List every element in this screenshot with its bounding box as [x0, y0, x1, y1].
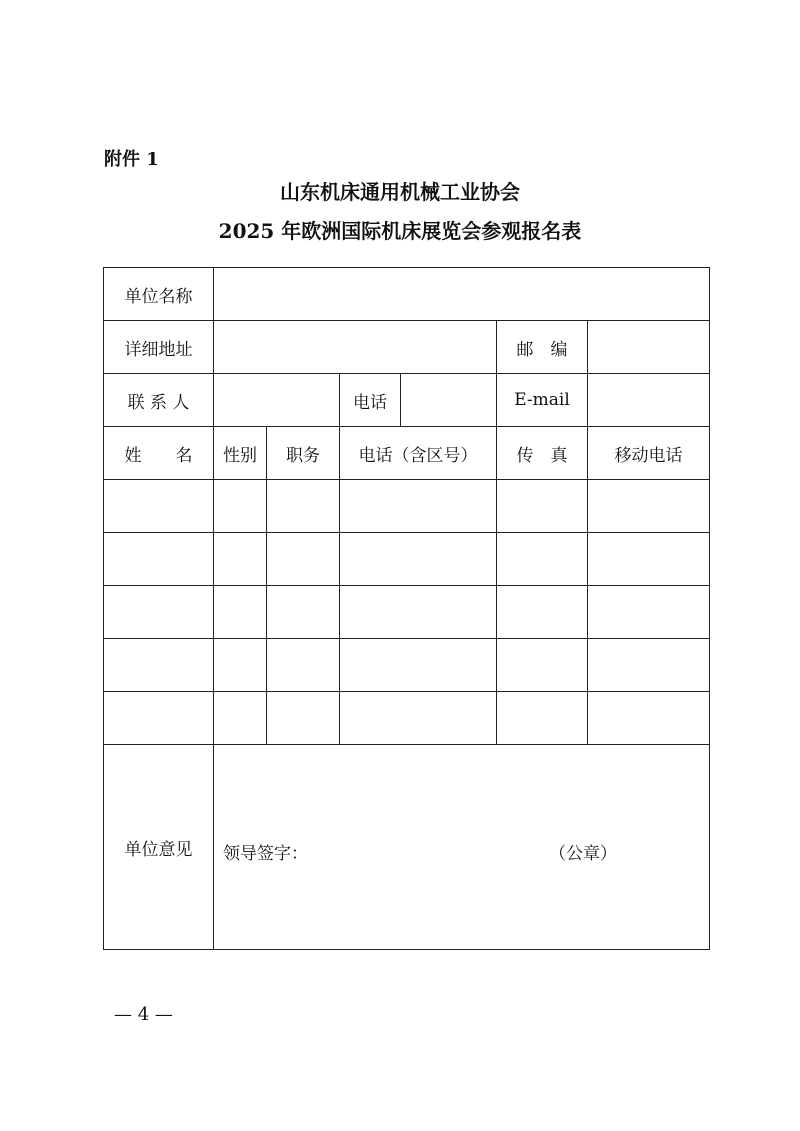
phone-label: 电话	[340, 374, 401, 427]
unit-opinion-label: 单位意见	[104, 745, 214, 950]
registration-form-table	[103, 267, 710, 950]
table-row	[104, 639, 710, 692]
postcode-field[interactable]	[588, 321, 710, 374]
mobile-cell[interactable]	[588, 480, 710, 533]
attachment-label: 附件 1	[104, 149, 159, 170]
row-unit-opinion	[104, 745, 710, 950]
address-label: 详细地址	[104, 321, 214, 374]
row-address	[104, 321, 710, 374]
contact-field[interactable]	[214, 374, 340, 427]
mobile-cell[interactable]	[588, 533, 710, 586]
fax-cell[interactable]	[497, 533, 588, 586]
position-cell[interactable]	[267, 533, 340, 586]
title-form: 2025 年欧洲国际机床展览会参观报名表	[218, 219, 582, 243]
phone-cell[interactable]	[340, 692, 497, 745]
table-row	[104, 480, 710, 533]
name-cell[interactable]	[104, 586, 214, 639]
position-cell[interactable]	[267, 480, 340, 533]
gender-cell[interactable]	[214, 480, 267, 533]
column-header-mobile: 移动电话	[588, 427, 710, 480]
phone-cell[interactable]	[340, 639, 497, 692]
page-number: — 4 —	[114, 1004, 173, 1025]
gender-cell[interactable]	[214, 533, 267, 586]
column-header-fax: 传 真	[497, 427, 588, 480]
mobile-cell[interactable]	[588, 639, 710, 692]
name-cell[interactable]	[104, 533, 214, 586]
email-label: E-mail	[497, 374, 588, 427]
gender-cell[interactable]	[214, 692, 267, 745]
name-cell[interactable]	[104, 692, 214, 745]
email-field[interactable]	[588, 374, 710, 427]
postcode-label: 邮 编	[497, 321, 588, 374]
contact-label: 联 系 人	[104, 374, 214, 427]
phone-cell[interactable]	[340, 533, 497, 586]
phone-cell[interactable]	[340, 586, 497, 639]
table-row	[104, 586, 710, 639]
fax-cell[interactable]	[497, 692, 588, 745]
unit-name-field[interactable]	[214, 268, 710, 321]
unit-name-label: 单位名称	[104, 268, 214, 321]
official-seal-label: （公章）	[549, 844, 617, 864]
name-cell[interactable]	[104, 639, 214, 692]
position-cell[interactable]	[267, 692, 340, 745]
position-cell[interactable]	[267, 639, 340, 692]
mobile-cell[interactable]	[588, 692, 710, 745]
fax-cell[interactable]	[497, 480, 588, 533]
phone-field[interactable]	[401, 374, 497, 427]
unit-opinion-field[interactable]	[214, 745, 710, 950]
title-organization: 山东机床通用机械工业协会	[280, 180, 520, 204]
row-unit-name	[104, 268, 710, 321]
table-row	[104, 533, 710, 586]
address-field[interactable]	[214, 321, 497, 374]
name-cell[interactable]	[104, 480, 214, 533]
row-contact	[104, 374, 710, 427]
column-header-gender: 性别	[214, 427, 267, 480]
column-header-phone: 电话（含区号）	[340, 427, 497, 480]
gender-cell[interactable]	[214, 639, 267, 692]
column-header-name: 姓 名	[104, 427, 214, 480]
fax-cell[interactable]	[497, 586, 588, 639]
row-column-headers	[104, 427, 710, 480]
gender-cell[interactable]	[214, 586, 267, 639]
phone-cell[interactable]	[340, 480, 497, 533]
leader-signature-label: 领导签字：	[223, 844, 308, 864]
mobile-cell[interactable]	[588, 586, 710, 639]
column-header-position: 职务	[267, 427, 340, 480]
position-cell[interactable]	[267, 586, 340, 639]
table-row	[104, 692, 710, 745]
fax-cell[interactable]	[497, 639, 588, 692]
